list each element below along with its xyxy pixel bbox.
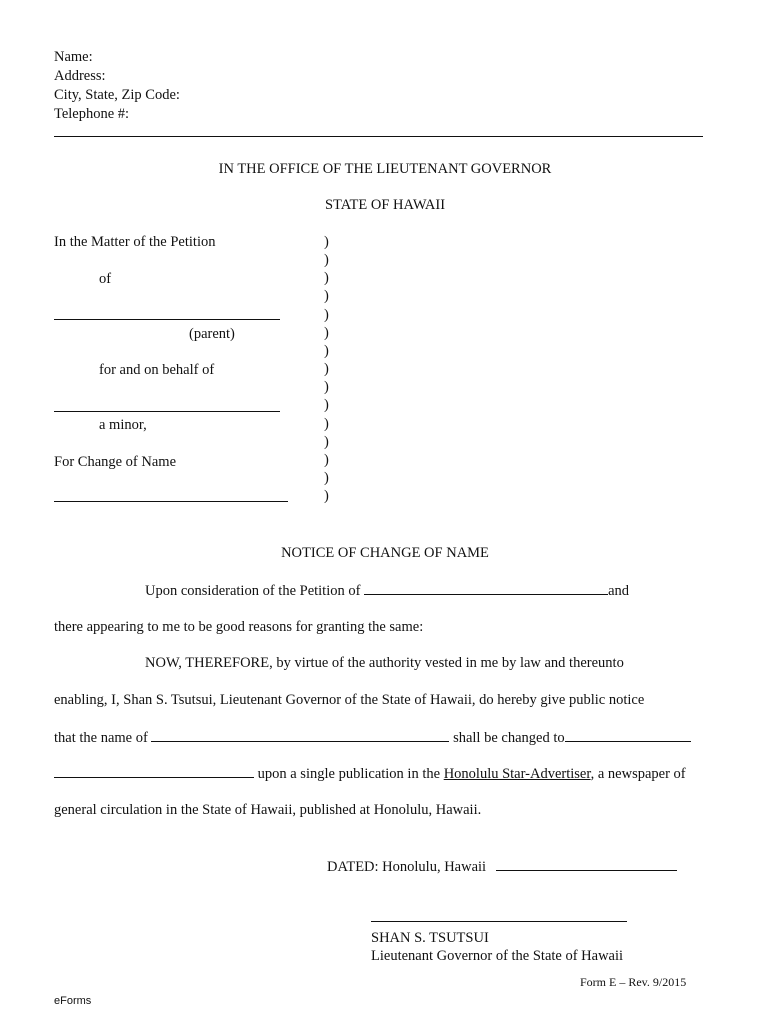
caption-paren: ): [324, 397, 329, 413]
caption-paren: ): [324, 452, 329, 468]
notice-para-4: enabling, I, Shan S. Tsutsui, Lieutenant Governor of the State of Hawaii, do hereby give public notice: [54, 692, 645, 708]
caption-paren: ): [324, 270, 329, 286]
signer-name: SHAN S. TSUTSUI: [371, 930, 489, 946]
caption-matter: In the Matter of the Petition: [54, 234, 216, 250]
caption-paren: ): [324, 434, 329, 450]
caption-paren: ): [324, 361, 329, 377]
caption-paren: ): [324, 379, 329, 395]
notice-para-3: NOW, THEREFORE, by virtue of the authority vested in me by law and thereunto: [145, 655, 624, 671]
name-label: Name:: [54, 49, 93, 65]
caption-change: For Change of Name: [54, 454, 177, 470]
parent-name-line[interactable]: [54, 319, 280, 320]
changed-to-text: shall be changed to: [453, 730, 565, 746]
date-blank[interactable]: [496, 857, 677, 871]
old-name-blank[interactable]: [151, 728, 449, 742]
caption-paren: ): [324, 234, 329, 250]
new-name-continued-blank[interactable]: [54, 764, 254, 778]
notice-para-6: [54, 764, 686, 783]
minor-name-line[interactable]: [54, 411, 280, 412]
signer-title: Lieutenant Governor of the State of Hawaii: [371, 948, 624, 964]
caption-paren: ): [324, 470, 329, 486]
publication-text: upon a single publication in the: [257, 766, 441, 782]
petition-text: Upon consideration of the Petition of: [145, 583, 361, 599]
caption-of: of: [99, 271, 112, 287]
caption-parent: (parent): [189, 326, 235, 342]
signature-line[interactable]: [371, 921, 627, 922]
dated-line: [327, 857, 677, 876]
newspaper-of-text: , a newspaper of: [590, 766, 686, 782]
caption-paren: ): [324, 288, 329, 304]
form-revision: Form E – Rev. 9/2015: [580, 975, 687, 989]
address-label: Address:: [54, 68, 106, 84]
newspaper-name: Honolulu Star-Advertiser: [443, 766, 591, 782]
caption-paren: ): [324, 325, 329, 341]
name-of-text: that the name of: [54, 730, 148, 746]
dated-text: DATED: Honolulu, Hawaii: [327, 859, 487, 875]
notice-title: NOTICE OF CHANGE OF NAME: [281, 545, 489, 561]
state-heading: STATE OF HAWAII: [324, 197, 446, 213]
office-heading: IN THE OFFICE OF THE LIEUTENANT GOVERNOR: [218, 161, 552, 177]
notice-para-7: general circulation in the State of Hawaii, published at Honolulu, Hawaii.: [54, 802, 482, 818]
notice-para-1: [145, 581, 629, 600]
new-name-blank[interactable]: [565, 728, 691, 742]
caption-paren: ): [324, 252, 329, 268]
notice-para-5: [54, 728, 691, 747]
header-divider: [54, 136, 703, 137]
telephone-label: Telephone #:: [54, 106, 130, 122]
petitioner-blank[interactable]: [364, 581, 608, 595]
notice-para-2: there appearing to me to be good reasons for granting the same:: [54, 619, 424, 635]
caption-paren: ): [324, 343, 329, 359]
new-name-line[interactable]: [54, 501, 288, 502]
city-state-zip-label: City, State, Zip Code:: [54, 87, 180, 103]
caption-behalf: for and on behalf of: [99, 362, 215, 378]
caption-paren: ): [324, 416, 329, 432]
caption-paren: ): [324, 307, 329, 323]
eforms-brand: eForms: [54, 995, 92, 1007]
caption-paren: ): [324, 488, 329, 504]
and-text: and: [608, 583, 630, 599]
caption-minor: a minor,: [99, 417, 147, 433]
